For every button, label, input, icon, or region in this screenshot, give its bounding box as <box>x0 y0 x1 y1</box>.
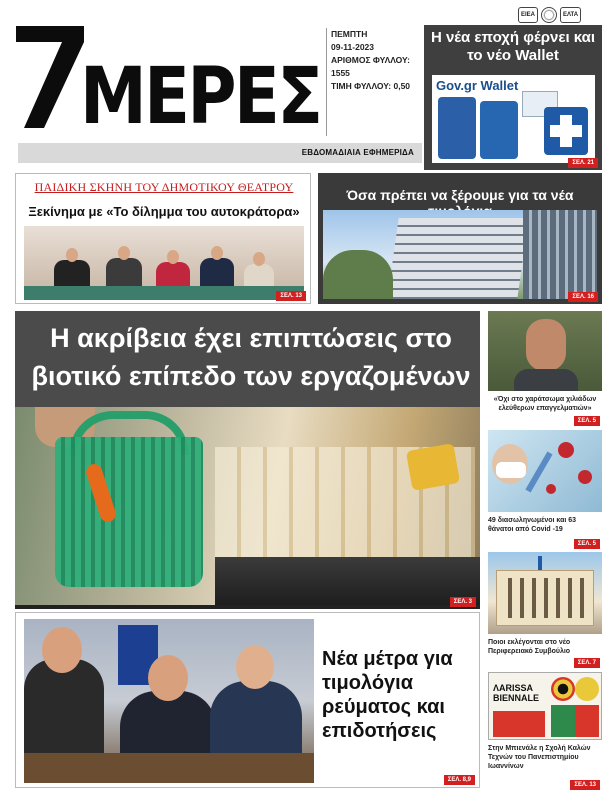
man-portrait-photo <box>488 311 602 391</box>
face-mask <box>496 462 526 478</box>
flag-cross-horizontal <box>550 125 582 137</box>
page-ref-badge: ΣΕΛ. 13 <box>570 780 600 790</box>
energy-story[interactable] <box>15 612 480 788</box>
issue-date: 09-11-2023 <box>331 42 375 52</box>
building-facade <box>387 218 528 299</box>
side-story-3[interactable] <box>488 552 602 668</box>
press-conference-photo <box>24 619 314 783</box>
shelf-edge <box>215 557 480 605</box>
logo-eiea: ΕΙΕΑ <box>518 7 538 23</box>
person-head <box>118 246 130 260</box>
side-caption[interactable]: «Όχι στο χαράτσωμα χιλιάδων ελεύθερων επαγγελματιών» <box>493 396 597 412</box>
page-ref-badge: ΣΕΛ. 21 <box>568 158 598 168</box>
tariff-story[interactable] <box>318 173 602 304</box>
product-package <box>406 443 460 491</box>
phone-illustration <box>480 101 518 159</box>
person-head <box>253 252 265 266</box>
masthead-title: ΜΕΡΕΣ <box>80 52 321 142</box>
energy-headline[interactable]: Νέα μέτρα για τιμολόγια ρεύματος και επιδοτήσεις <box>322 648 453 742</box>
tree-foliage <box>323 250 393 299</box>
flag-icon <box>538 556 542 570</box>
building-photo <box>323 210 597 299</box>
shopping-basket <box>55 437 203 587</box>
theatre-headline[interactable]: Ξεκίνημα με «Το δίλημμα του αυτοκράτορα» <box>28 204 300 219</box>
issue-number-label: ΑΡΙΘΜΟΣ ΦΥΛΛΟΥ: <box>331 55 410 65</box>
building-windows <box>500 578 590 618</box>
sun-icon <box>575 677 599 701</box>
table-cloth <box>24 286 304 300</box>
gov-wallet-logo: Gov.gr Wallet <box>436 78 519 93</box>
portrait-face <box>526 319 566 371</box>
wallet-image <box>432 75 595 163</box>
side-caption[interactable]: Στην Μπιενάλε η Σχολή Καλών Τεχνών του Πανεπιστημίου Ιωαννίνων <box>488 745 591 770</box>
wallet-headline[interactable]: Η νέα εποχή φέρνει και το νέο Wallet <box>430 29 596 64</box>
issue-price: ΤΙΜΗ ΦΥΛΛΟΥ: 0,50 <box>331 81 411 91</box>
person-head <box>148 655 188 701</box>
lead-photo <box>15 407 480 605</box>
wallet-story[interactable] <box>424 25 602 170</box>
covid-test-photo <box>488 430 602 512</box>
side-story-1[interactable] <box>488 311 602 423</box>
person-head <box>167 250 179 264</box>
page-ref-badge: ΣΕΛ. 16 <box>568 292 598 302</box>
page-ref-badge: ΣΕΛ. 3 <box>450 597 476 607</box>
virus-icon <box>546 484 556 494</box>
biennale-poster <box>488 672 602 740</box>
phone-illustration <box>438 97 476 159</box>
page-ref-badge: ΣΕΛ. 7 <box>574 658 600 668</box>
lead-underline <box>15 605 480 609</box>
side-caption[interactable]: Ποιοι εκλέγονται στο νέο Περιφερειακό Συμβούλιο <box>488 639 571 655</box>
poster-title: ΛARISSA BIENNALE <box>493 683 540 703</box>
person-head <box>211 246 223 260</box>
tagline-bar <box>18 143 422 163</box>
poster-block <box>551 705 599 737</box>
side-story-4[interactable] <box>488 672 602 790</box>
virus-icon <box>578 470 592 484</box>
conference-table <box>24 753 314 783</box>
tagline: ΕΒΔΟΜΑΔΙΑΙΑ ΕΦΗΜΕΡΙΔΑ <box>301 148 414 157</box>
lead-headline[interactable]: Η ακρίβεια έχει επιπτώσεις στο βιοτικό επίπεδο των εργαζομένων <box>31 323 471 391</box>
certification-logos <box>518 6 610 24</box>
issue-info <box>326 28 422 136</box>
theatre-kicker: ΠΑΙΔΙΚΗ ΣΚΗΝΗ ΤΟΥ ΔΗΜΟΤΙΚΟΥ ΘΕΑΤΡΟΥ <box>34 180 294 194</box>
issue-day: ΠΕΜΠΤΗ <box>331 29 368 39</box>
lead-story[interactable] <box>15 311 480 609</box>
page-ref-badge: ΣΕΛ. 5 <box>574 416 600 426</box>
person-head <box>42 627 82 673</box>
issue-number: 1555 <box>331 68 350 78</box>
tariff-headline[interactable]: Όσα πρέπει να ξέρουμε για τα νέα <box>346 187 574 203</box>
person-head <box>236 645 274 689</box>
building-wing <box>523 210 597 299</box>
side-story-2[interactable] <box>488 430 602 548</box>
page-ref-badge: ΣΕΛ. 8,9 <box>444 775 475 785</box>
portrait-shoulders <box>514 369 578 391</box>
virus-icon <box>558 442 574 458</box>
lead-headline-panel <box>15 311 480 407</box>
regional-building-photo <box>488 552 602 634</box>
person-head <box>66 248 78 262</box>
logo-elta: ΕΛΤΑ <box>560 7 581 23</box>
masthead-numeral-seven <box>14 8 86 132</box>
poster-block <box>493 711 545 737</box>
logo-espem-seal <box>541 7 557 23</box>
theatre-story[interactable] <box>15 173 311 304</box>
theatre-photo <box>24 226 304 300</box>
page-ref-badge: ΣΕΛ. 13 <box>276 291 306 301</box>
page-ref-badge: ΣΕΛ. 5 <box>574 539 600 549</box>
side-caption[interactable]: 49 διασωληνωμένοι και 63 θάνατοι από Covid -19 <box>488 517 577 533</box>
eye-icon <box>551 677 575 701</box>
